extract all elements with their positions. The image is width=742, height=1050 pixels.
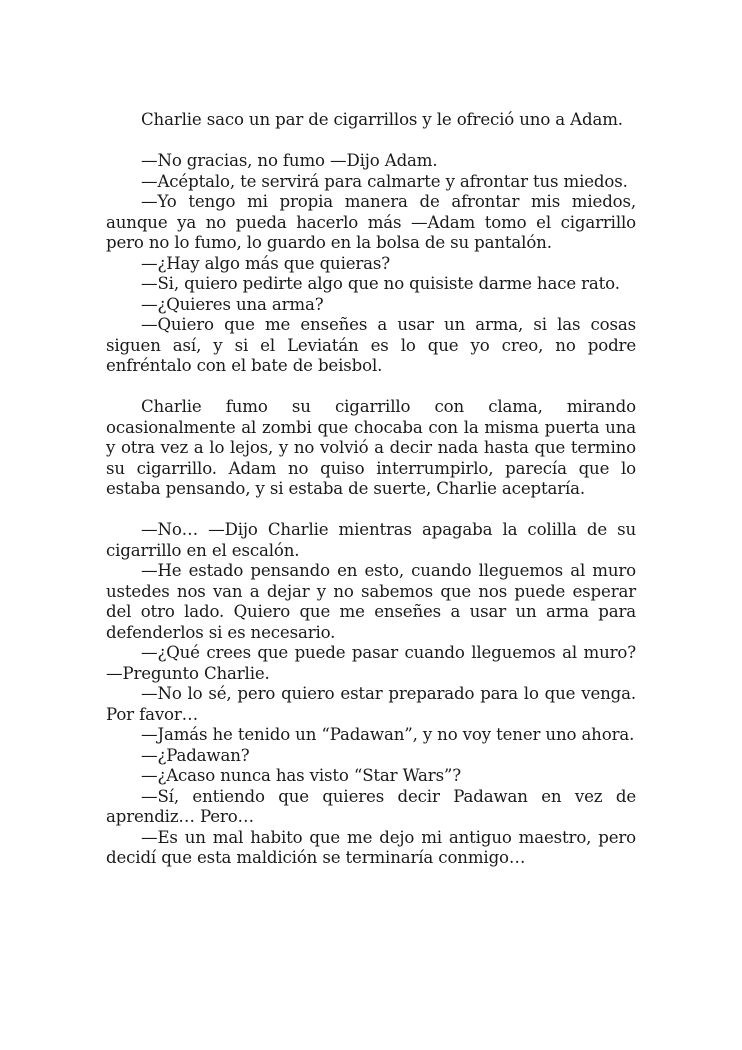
paragraph: Charlie saco un par de cigarrillos y le ofreció uno a Adam.	[141, 110, 623, 129]
paragraph: Charlie fumo su cigarrillo con clama, mirando ocasionalmente al zombi que chocaba con la misma puerta una y otra vez a lo lejos, y no volvió a decir nada hasta que termino su cigarrillo. Adam no quiso interrumpirlo, parecía que lo estaba pensando, y si estaba de suerte, Charlie aceptaría.	[106, 397, 636, 498]
dialogue-line: —Yo tengo mi propia manera de afrontar mis miedos, aunque ya no pueda hacerlo más —Adam tomo el cigarrillo pero no lo fumo, lo guardo en la bolsa de su pantalón.	[106, 192, 636, 252]
paragraph-gap	[106, 131, 636, 152]
dialogue-line: —¿Qué crees que puede pasar cuando lleguemos al muro? —Pregunto Charlie.	[106, 643, 636, 683]
paragraph-gap	[106, 500, 636, 521]
dialogue-line: —Quiero que me enseñes a usar un arma, si las cosas siguen así, y si el Leviatán es lo que yo creo, no podre enfréntalo con el bate de beisbol.	[106, 315, 636, 375]
dialogue-line: —¿Padawan?	[141, 745, 250, 765]
book-page	[106, 110, 636, 869]
dialogue-line: —¿Hay algo más que quieras?	[141, 253, 391, 273]
dialogue-line: —Sí, entiendo que quieres decir Padawan en vez de aprendiz… Pero…	[106, 786, 636, 826]
paragraph-gap	[106, 377, 636, 398]
dialogue-line: —¿Quieres una arma?	[141, 294, 324, 314]
dialogue-line: —¿Acaso nunca has visto “Star Wars”?	[141, 766, 462, 785]
dialogue-line: —He estado pensando en esto, cuando lleguemos al muro ustedes nos van a dejar y no sabemos que nos puede esperar del otro lado. Quiero que me enseñes a usar un arma para defenderlos si es necesario.	[106, 561, 636, 642]
dialogue-line: —Es un mal habito que me dejo mi antiguo maestro, pero decidí que esta maldición se terminaría conmigo…	[106, 827, 636, 867]
dialogue-line: —Acéptalo, te servirá para calmarte y afrontar tus miedos.	[141, 171, 628, 191]
dialogue-line: —No lo sé, pero quiero estar preparado para lo que venga. Por favor…	[106, 684, 636, 724]
dialogue-line: —No… —Dijo Charlie mientras apagaba la colilla de su cigarrillo en el escalón.	[106, 520, 636, 560]
dialogue-line: —Jamás he tenido un “Padawan”, y no voy tener uno ahora.	[141, 725, 635, 744]
dialogue-line: —Si, quiero pedirte algo que no quisiste darme hace rato.	[141, 274, 620, 293]
dialogue-line: —No gracias, no fumo —Dijo Adam.	[141, 151, 438, 170]
